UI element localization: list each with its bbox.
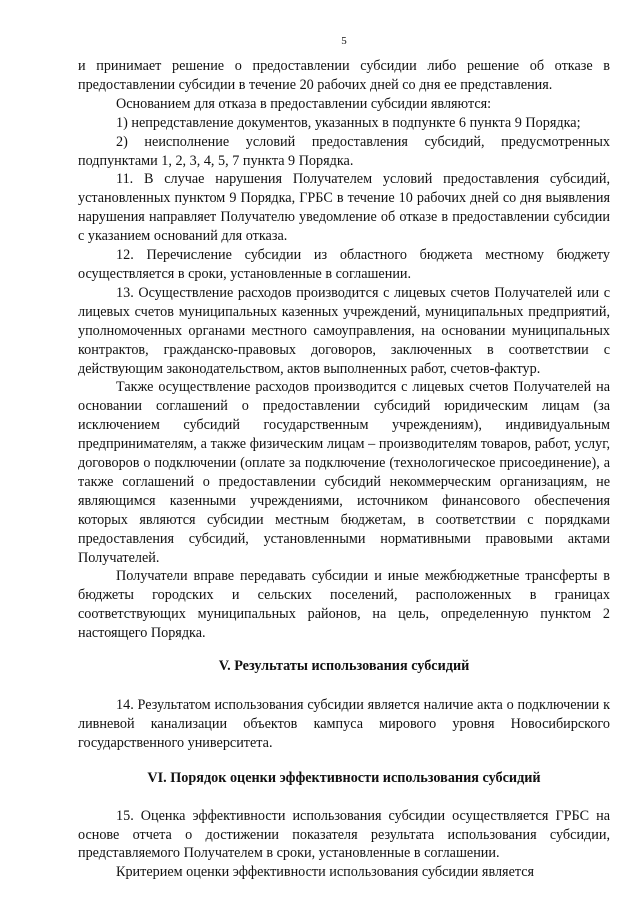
paragraph: 13. Осуществление расходов производится с лицевых счетов Получателей или с лицевых счетов муниципальных казенных учреждений, муниципальных предприятий, уполномоченных органами местного самоуправления, на основании муниципальных контрактов, гражданско-правовых договоров, заключенных в соответствии с действующим законодательством, актов выполненных работ, счетов-фактур. <box>78 284 610 377</box>
document-page <box>78 34 610 882</box>
section-heading: V. Результаты использования субсидий <box>218 658 470 675</box>
page-number: 5 <box>341 35 347 47</box>
paragraph: 1) непредставление документов, указанных в подпункте 6 пункта 9 Порядка; <box>116 114 581 131</box>
paragraph: 14. Результатом использования субсидии является наличие акта о подключении к ливневой канализации объектов кампуса мирового уровня Новосибирского государственного университета. <box>78 697 610 751</box>
section-heading: VI. Порядок оценки эффективности использования субсидий <box>147 769 541 786</box>
paragraph: Основанием для отказа в предоставлении субсидии являются: <box>116 95 492 112</box>
paragraph: 15. Оценка эффективности использования субсидии осуществляется ГРБС на основе отчета о достижении показателя результата использования субсидии, представляемого Получателем в сроки, установленные в соглашении. <box>78 807 610 862</box>
paragraph: 11. В случае нарушения Получателем условий предоставления субсидий, установленных пунктом 9 Порядка, ГРБС в течение 10 рабочих дней со дня выявления нарушения направляет Получателю уведомление об отказе в предоставлении субсидии с указанием оснований для отказа. <box>78 171 610 245</box>
paragraph: Получатели вправе передавать субсидии и иные межбюджетные трансферты в бюджеты городских и сельских поселений, расположенных в границах соответствующих муниципальных районов, на цель, определенную пунктом 2 настоящего Порядка. <box>78 568 610 642</box>
paragraph: Также осуществление расходов производится с лицевых счетов Получателей на основании соглашений о предоставлении субсидий юридическим лицам (за исключением субсидий государственным учреждениям), индивидуальным предпринимателям, а также физическим лицам – производителям товаров, работ, услуг, договоров о подключении (оплате за подключение (технологическое присоединение), а также соглашений о предоставлении субсидий некоммерческим организациям, не являющимся казенными учреждениями, источником финансового обеспечения которых являются субсидии местным бюджетам, в соответствии с порядками предоставления субсидий, установленными нормативными правовыми актами Получателей. <box>78 379 610 566</box>
paragraph: Критерием оценки эффективности использования субсидии является <box>116 864 535 881</box>
paragraph: 2) неисполнение условий предоставления субсидий, предусмотренных подпунктами 1, 2, 3, 4, 5, 7 пункта 9 Порядка. <box>78 133 610 169</box>
paragraph: 12. Перечисление субсидии из областного бюджета местному бюджету осуществляется в сроки, установленные в соглашении. <box>78 247 610 282</box>
paragraph: и принимает решение о предоставлении субсидии либо решение об отказе в предоставлении субсидии в течение 20 рабочих дней со дня ее представления. <box>78 58 610 93</box>
